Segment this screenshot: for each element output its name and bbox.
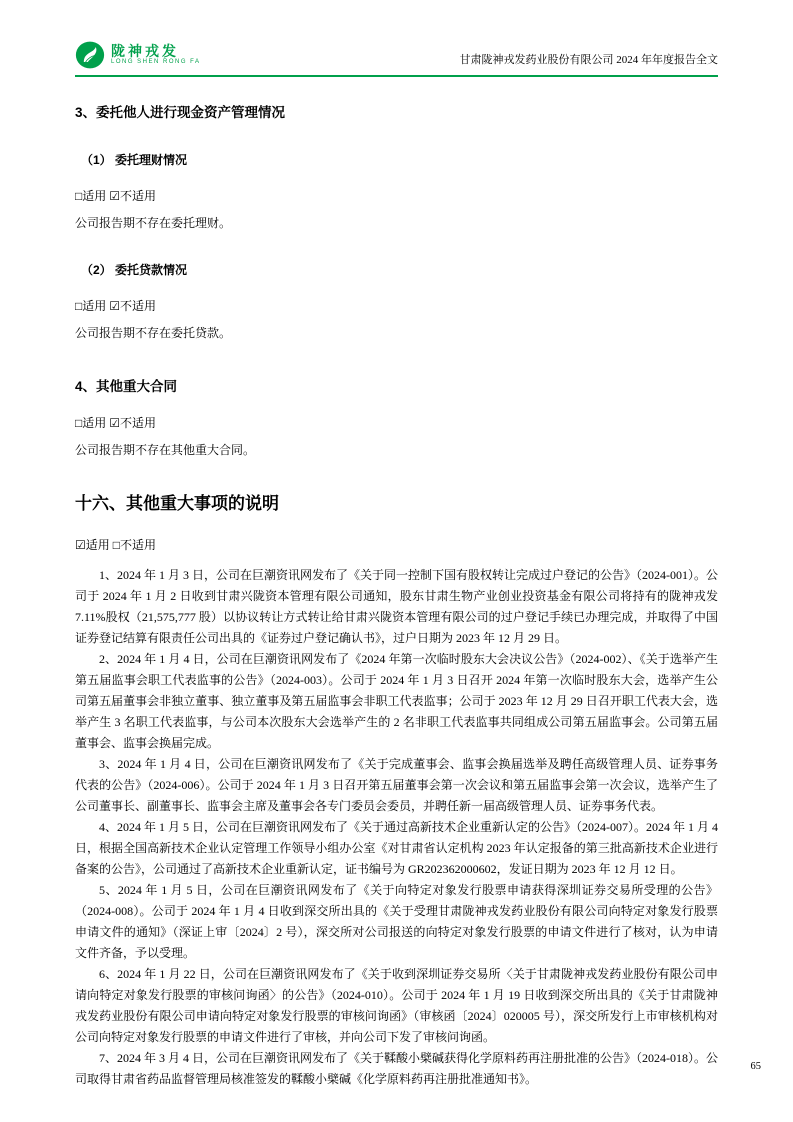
paragraph-3: 3、2024 年 1 月 4 日，公司在巨潮资讯网发布了《关于完成董事会、监事会换届选举及聘任高级管理人员、证券事务代表的公告》（2024-006）。公司于 2024 年 1 月 3 日召开第五届董事会第一次会议和第五届监事会第一次会议，选举产生了公司董事长、副董事长、监事会主席及董事会各专门委员会委员，并聘任新一届高级管理人员、证券事务代表。 xyxy=(75,757,718,813)
logo-en-text: LONG SHEN RONG FA xyxy=(111,59,201,66)
header-divider xyxy=(75,75,718,77)
report-body xyxy=(75,101,718,1090)
applicability-line-3-2: □适用 ☑不适用 xyxy=(75,299,157,313)
page-number: 65 xyxy=(750,1061,761,1072)
logo-text xyxy=(111,44,201,66)
page-header xyxy=(75,40,718,70)
report-title: 甘肃陇神戎发药业股份有限公司 2024 年年度报告全文 xyxy=(459,54,718,66)
logo-leaf-icon xyxy=(75,40,105,70)
section-16-heading: 十六、其他重大事项的说明 xyxy=(75,494,279,513)
paragraph-4: 4、2024 年 1 月 5 日，公司在巨潮资讯网发布了《关于通过高新技术企业重新认定的公告》（2024-007）。2024 年 1 月 4 日，根据全国高新技术企业认定管理工作领导小组办公室《对甘肃省认定机构 2023 年认定报备的第三批高新技术企业进行备案的公告》，公司通过了高新技术企业重新认定，证书编号为 GR202362000602，发证日期为 2023 年 12 月 12 日。 xyxy=(75,820,718,876)
note-3-1: 公司报告期不存在委托理财。 xyxy=(75,216,232,230)
section-3-2-heading: （2） 委托贷款情况 xyxy=(81,263,188,277)
applicability-line-3-1: □适用 ☑不适用 xyxy=(75,189,157,203)
section-4-heading: 4、其他重大合同 xyxy=(75,379,178,394)
paragraph-6: 6、2024 年 1 月 22 日，公司在巨潮资讯网发布了《关于收到深圳证券交易所〈关于甘肃陇神戎发药业股份有限公司申请向特定对象发行股票的审核问询函〉的公告》（2024-010）。公司于 2024 年 1 月 19 日收到深交所出具的《关于甘肃陇神戎发药业股份有限公司申请向特定对象发行股票的审核问询函》（审核函〔2024〕020005 号），深交所发行上市审核机构对公司向特定对象发行股票的申请文件进行了审核，并向公司下发了审核问询函。 xyxy=(75,967,718,1044)
note-4: 公司报告期不存在其他重大合同。 xyxy=(75,443,256,457)
company-logo xyxy=(75,40,201,70)
applicability-line-4: □适用 ☑不适用 xyxy=(75,416,157,430)
note-3-2: 公司报告期不存在委托贷款。 xyxy=(75,326,232,340)
applicability-line-16: ☑适用 □不适用 xyxy=(75,538,157,552)
section-3-heading: 3、委托他人进行现金资产管理情况 xyxy=(75,105,286,120)
paragraph-1: 1、2024 年 1 月 3 日，公司在巨潮资讯网发布了《关于同一控制下国有股权转让完成过户登记的公告》（2024-001）。公司于 2024 年 1 月 2 日收到甘肃兴陇资本管理有限公司通知，股东甘肃生物产业创业投资基金有限公司将持有的陇神戎发 7.11%股权（21,575,777 股）以协议转让方式转让给甘肃兴陇资本管理有限公司的过户登记手续已办理完成，并取得了中国证券登记结算有限责任公司出具的《证券过户登记确认书》，过户日期为 2023 年 12 月 29 日。 xyxy=(75,568,719,645)
section-16-paragraphs xyxy=(75,565,718,1090)
logo-cn-text: 陇神戎发 xyxy=(111,43,179,59)
paragraph-5: 5、2024 年 1 月 5 日，公司在巨潮资讯网发布了《关于向特定对象发行股票申请获得深圳证券交易所受理的公告》（2024-008）。公司于 2024 年 1 月 4 日收到深交所出具的《关于受理甘肃陇神戎发药业股份有限公司向特定对象发行股票申请文件的通知》（深证上审〔2024〕2 号），深交所对公司报送的向特定对象发行股票的申请文件进行了核对，认为申请文件齐备，予以受理。 xyxy=(75,883,718,960)
paragraph-7: 7、2024 年 3 月 4 日，公司在巨潮资讯网发布了《关于鞣酸小檗碱获得化学原料药再注册批准的公告》（2024-018）。公司取得甘肃省药品监督管理局核准签发的鞣酸小檗碱《化学原料药再注册批准通知书》。 xyxy=(75,1051,719,1086)
section-3-1-heading: （1） 委托理财情况 xyxy=(81,153,188,167)
paragraph-2: 2、2024 年 1 月 4 日，公司在巨潮资讯网发布了《2024 年第一次临时股东大会决议公告》（2024-002）、《关于选举产生第五届监事会职工代表监事的公告》（2024-003）。公司于 2024 年 1 月 3 日召开 2024 年第一次临时股东大会，选举产生公司第五届董事会非独立董事、独立董事及第五届监事会非职工代表监事；公司于 2023 年 12 月 29 日召开职工代表大会，选举产生 3 名职工代表监事，与公司本次股东大会选举产生的 2 名非职工代表监事共同组成公司第五届监事会。公司第五届董事会、监事会换届完成。 xyxy=(75,652,718,750)
